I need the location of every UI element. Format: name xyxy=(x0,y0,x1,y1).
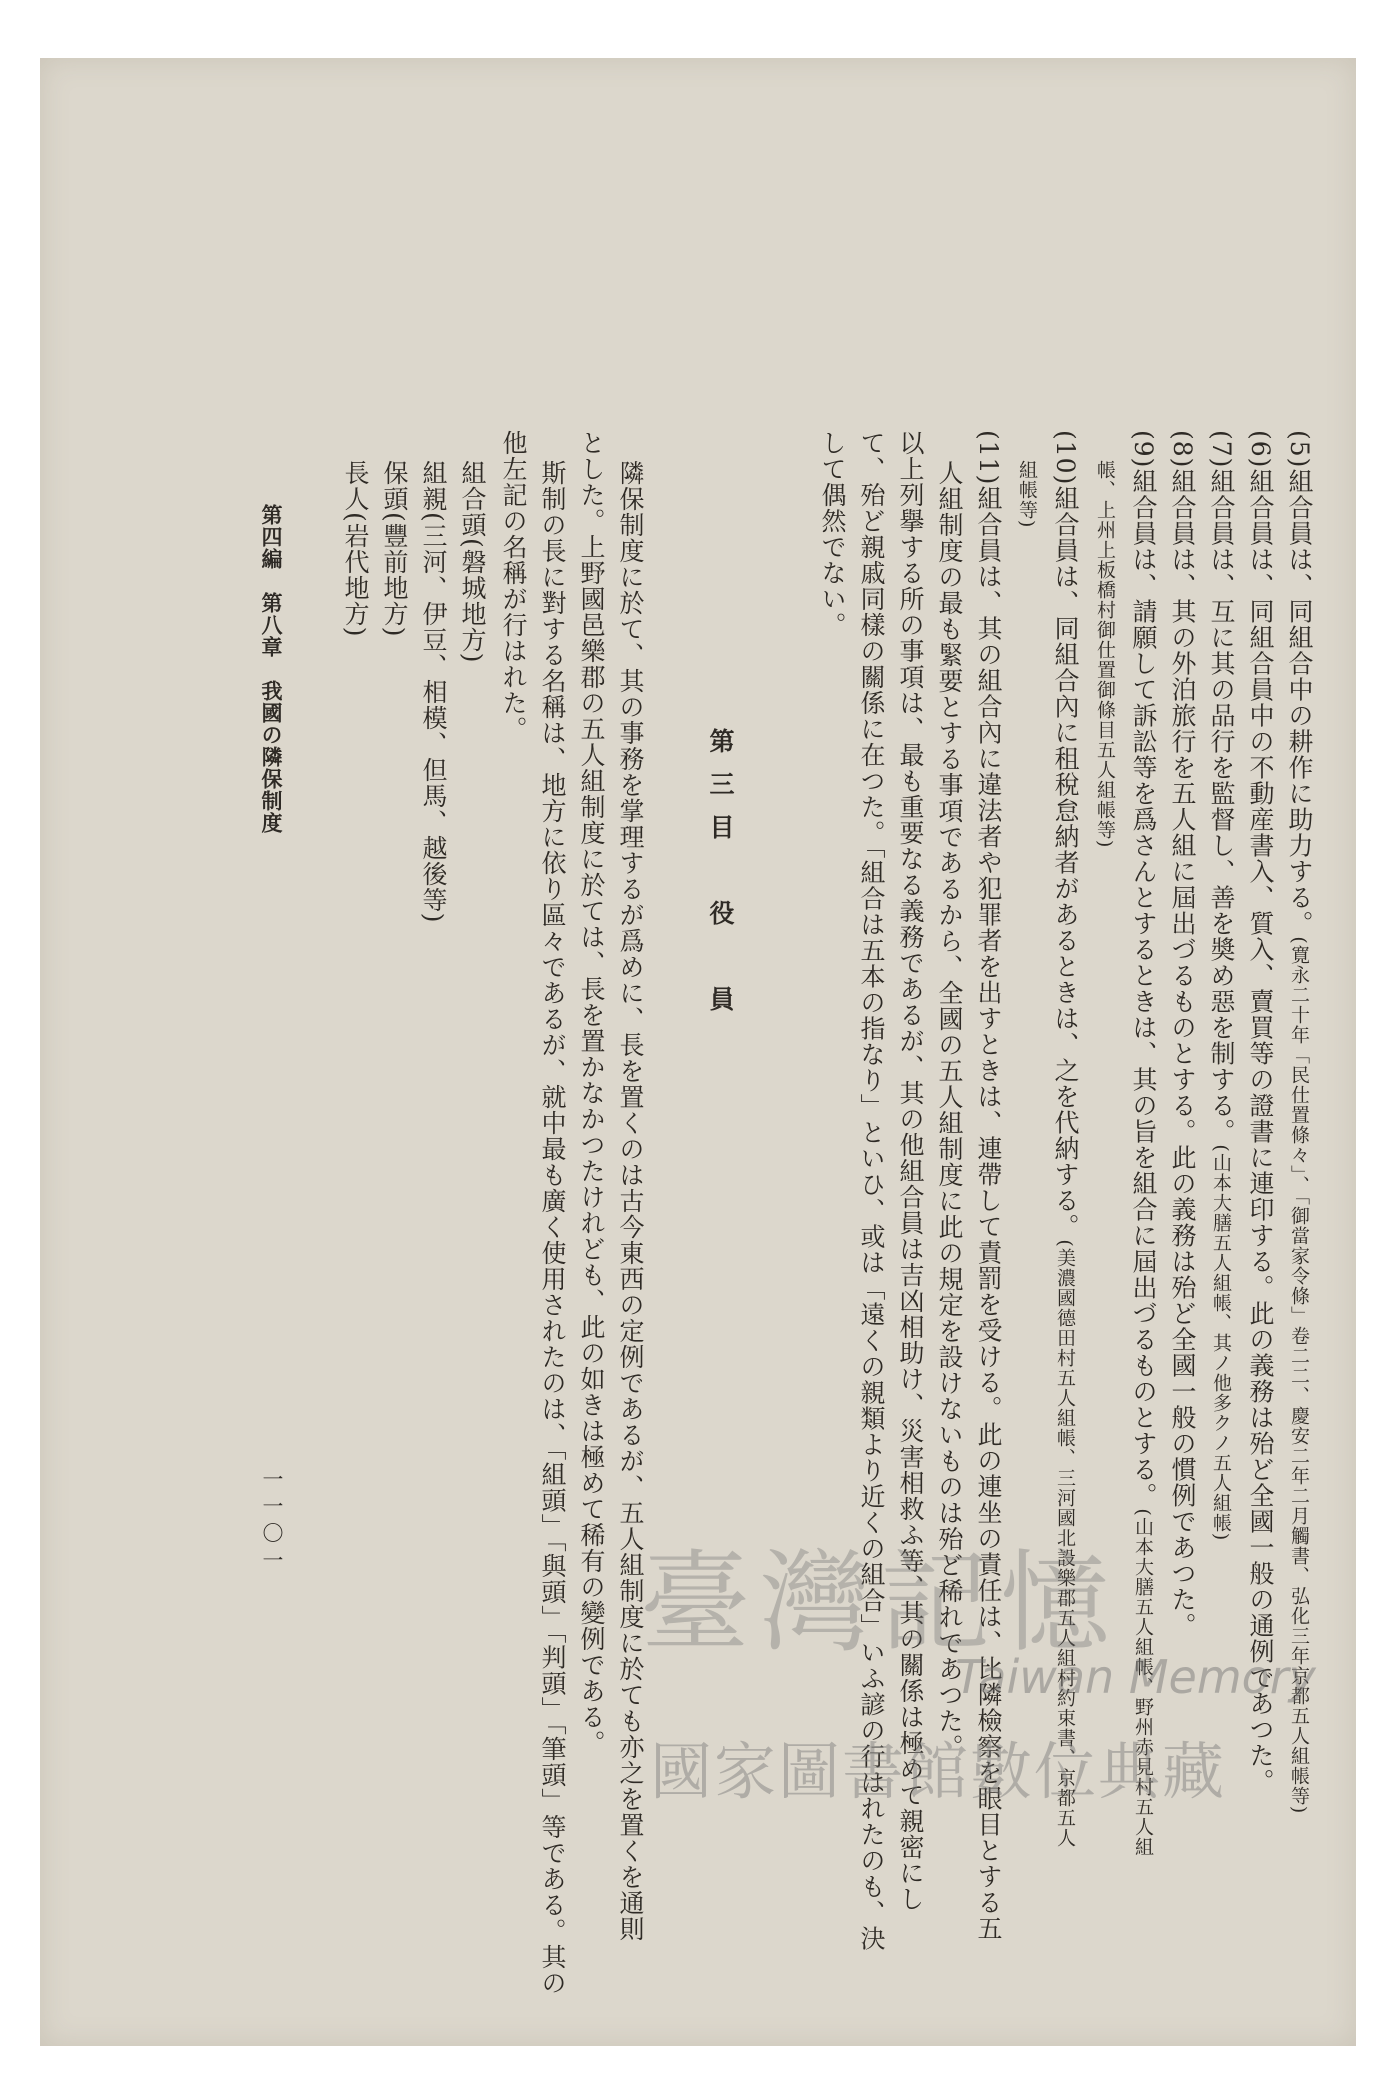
officers-para-2-line-1: 斯制の長に對する名稱は、地方に依り區々であるが、就中最も廣く使用されたのは、「組頭」「與頭」「判頭」「筆頭」等である。其の xyxy=(538,460,567,1996)
watermark-english: Taiwan Memory xyxy=(955,1650,1316,1704)
summary-line-1: 以上列擧する所の事項は、最も重要なる義務であるが、其の他組合員は吉凶相助け、災害相救ふ等、其の關係は極めて親密にし xyxy=(896,430,925,1912)
item-11-line-2: 人組制度の最も緊要とする事項であるから、全國の五人組制度に此の規定を設けないものは殆ど稀れであつた。 xyxy=(935,460,964,1760)
chapter-footer: 第四編 第八章 我國の隣保制度 xyxy=(259,504,284,834)
summary-line-3: して偶然でない。 xyxy=(818,430,847,638)
item-6: (6)組合員は、同組合員中の不動産書入、質入、賣買等の證書に連印する。此の義務は殆ど全國一般の通例であつた。 xyxy=(1246,430,1275,1795)
item-9-note: (山本大膳五人組帳、野州赤見村五人組 xyxy=(1132,1508,1154,1857)
summary-line-2: て、殆ど親戚同樣の關係に在つた。「組合は五本の指なり」といひ、或は「遠くの親類より近くの組合」いふ諺の行はれたのも、決 xyxy=(857,430,886,1952)
section-heading: 第三目 役 員 xyxy=(706,728,735,1029)
officer-name-1: 組合頭(磐城地方) xyxy=(458,460,487,664)
item-9 xyxy=(1131,430,1156,1857)
item-7-text: (7)組合員は、互に其の品行を監督し、善を奬め惡を制する。 xyxy=(1207,430,1236,1145)
item-9-text: (9)組合員は、請願して訴訟等を爲さんとするときは、其の旨を組合に屆出づるものとする。 xyxy=(1129,430,1158,1509)
item-10-note-cont: 組帳等) xyxy=(1016,460,1038,529)
page-number: 一一〇一 xyxy=(260,1468,284,1576)
item-5 xyxy=(1287,430,1312,1814)
item-7-note: (山本大膳五人組帳、其ノ他多クノ五人組帳) xyxy=(1210,1144,1232,1542)
officers-para-2-line-2: 他左記の名稱が行はれた。 xyxy=(499,430,528,742)
officer-name-4: 長人(岩代地方) xyxy=(341,460,370,638)
item-7 xyxy=(1209,430,1234,1541)
item-9-note-cont: 帳、上州上板橋村御仕置御條目五人組帳等) xyxy=(1094,460,1116,849)
watermark-title: 臺灣記憶 xyxy=(640,1539,1120,1667)
officer-name-3: 保頭(豐前地方) xyxy=(380,460,409,638)
item-10-text: (10)組合員は、同組合內に租稅怠納者があるときは、之を代納する。 xyxy=(1051,430,1080,1240)
officer-name-2: 組親(三河、伊豆、相模、但馬、越後等) xyxy=(419,460,448,924)
officers-para-1-line-1: 隣保制度に於て、其の事務を掌理するが爲めに、長を置くのは古今東西の定例であるが、五人組制度に於ても亦之を置くを通則 xyxy=(616,460,645,1942)
watermark-library: 國家圖書館數位典藏 xyxy=(650,1735,1227,1808)
item-10-note: (美濃國德田村五人組帳、三河國北設樂郡五人組村約束書、京都五人 xyxy=(1054,1239,1076,1848)
item-11-line-1: (11)組合員は、其の組合內に違法者や犯罪者を出すときは、連帶して責罰を受ける。此の連坐の責任は、比隣檢察を眼目とする五 xyxy=(974,430,1003,1942)
item-8: (8)組合員は、其の外泊旅行を五人組に屆出づるものとする。此の義務は殆ど全國一般の慣例であつた。 xyxy=(1168,430,1197,1639)
item-5-text: (5)組合員は、同組合中の耕作に助力する。 xyxy=(1285,430,1314,937)
officers-para-1-line-2: とした。上野國邑樂郡の五人組制度に於ては、長を置かなかつたけれども、此の如きは極めて稀有の變例である。 xyxy=(577,430,606,1756)
item-5-note: (寛永二十年「民仕置條々」、「御當家令條」卷二二、慶安二年二月觸書、弘化三年京都五人組帳等) xyxy=(1288,936,1310,1815)
